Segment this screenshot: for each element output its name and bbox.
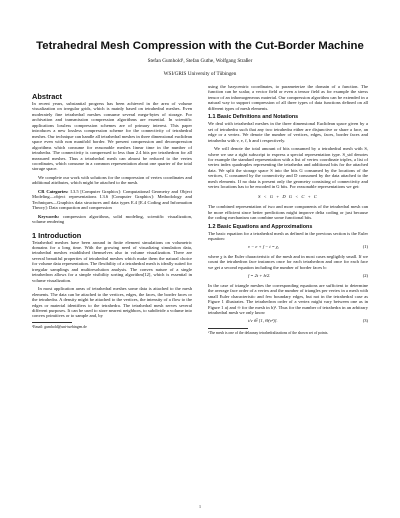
combined-paragraph: The combined representation of two and more components of the tetrahedral mesh can be more efficient since better predictions might improve delta coding or just because the coding mechanism can combine some functional bits.	[208, 204, 368, 221]
intro-paragraph-2: In most application areas of tetrahedral meshes some data is attached to the mesh elements. The data can be attached to the vertices, edges, the faces, the border faces or the tetrahedra. A density might be attached to the vertices, the intensity of a flow to the edges or material identifiers to the tetrahedra. The tetrahedral mesh serves several different purposes. It can be used to store nearest neighbors, to subdivide a volume into convex primitives or to sample and, by	[32, 286, 192, 319]
right-paragraph-0: using the barycentric coordinates, to parameterize the domain of a function. The function can be scalar, a vector field or even a tensor field as for example the stress tensor of an inhomogeneous material. Our compression algorithm can be extended in a natural way to support compression of all three types of data functions defined on all different types of mesh elements.	[208, 84, 368, 111]
equation-3-number: (3)	[362, 318, 368, 324]
intro-paragraph: Tetrahedral meshes have been around in finite element simulations on volumetric domains for a long time. With the growing need of visualizing simulation data, tetrahedral meshes established themselves also in volume visualization. There are several beautiful properties of tetrahedral meshes which make them the natural choice for volume data representation. The flexibility of a tetrahedral mesh is ideally suited for irregular samplings and multiresolution analysis. The convex nature of a single tetrahedron allows for a simple visibility sorting algorithm[12], which is essential in volume visualization.	[32, 239, 192, 283]
equation-2-body: f = 2t + b/2.	[248, 273, 271, 279]
cr-categories	[32, 189, 192, 211]
footnote-email: ¹Email: gumhold@uni-tuebingen.de	[32, 324, 87, 329]
definitions-paragraph: We deal with tetrahedral meshes in the three dimensional Euclidean space given by a set of tetrahedra such that any two tetrahedra either are disjunctive or share a face, an edge or a vertex. We denote the number of vertices, edges, faces, border faces and tetrahedra with v, e, f, b and t respectively.	[208, 121, 368, 143]
right-column	[208, 84, 368, 335]
abstract-heading: Abstract	[32, 92, 62, 101]
abstract-paragraph-2: We complete our work with solutions for the compression of vertex coordinates and additional attributes, which might be attached to the mesh.	[32, 174, 192, 186]
storage-paragraph: We will denote the total amount of bits consumed by a tetrahedral mesh with S, where we use a right subscript to express a special representation type. S_std denotes for example the standard representation with a list of vertex coordinate triples, a list of vertex index quadruples representing the tetrahedra and additional bits for the attached data. We split the storage space S into the bits G consumed by the locations of the vertices, C consumed by the connectivity and D consumed by the data attached to the mesh elements. If no data is present only the geometry consisting of connectivity and vertex locations has to be encoded in G bits. For reasonable representations we get:	[208, 146, 368, 190]
keywords-text: compression algorithms, solid modeling, scientific visualization, volume rendering	[32, 213, 192, 225]
cr-text: I.3.5 [Computer Graphics]: Computational Geometry and Object Modeling—object representations I.3.6 [Computer Graphics]: Methodology and Techniques—Graphics data structures and data types E.4 [E.4 Coding and Information Theory]: Data compaction and compression	[32, 188, 192, 211]
left-column	[32, 84, 192, 329]
cr-label: CR Categories:	[38, 188, 69, 194]
equation-2	[208, 273, 368, 278]
equation-1	[208, 244, 368, 249]
section-1-2-heading: 1.2 Basic Equations and Approximations	[208, 223, 313, 230]
euler-intro: The basic equation for a tetrahedral mesh as defined in the previous section is the Euler equation:	[208, 230, 368, 241]
equation-3-body: t/v ∈ [1, Θ(v²)].	[248, 318, 278, 324]
keywords	[32, 214, 192, 225]
footnote-rule	[32, 322, 72, 323]
paper-title: Tetrahedral Mesh Compression with the Cut-Border Machine	[36, 40, 364, 52]
footnote-mesh: ¹The mesh is one of the delaunay tetrahedralizations of the shown set of points.	[208, 330, 329, 335]
intro-heading: 1 Introduction	[32, 230, 82, 240]
footnote-rule-right	[208, 328, 248, 329]
keywords-label: Keywords:	[38, 213, 60, 219]
affiliation: WSI/GRIS University of Tübingen	[163, 71, 237, 77]
equation-1-body: v − e + f − t = χ,	[248, 244, 280, 250]
equation-3	[208, 318, 368, 323]
authors: Stefan Gumhold¹, Stefan Guthe, Wolfgang Straßer	[147, 58, 253, 64]
section-1-1-heading: 1.1 Basic Definitions and Notations	[208, 114, 299, 121]
abstract-paragraph: In recent years, substantial progress has been achieved in the area of volume visualization on irregular grids, which is mainly based on tetrahedral meshes. Even moderately fine tetrahedral meshes consume several mega-bytes of storage. For archivation and transmission compression algorithms are essential. In scientific applications lossless compression schemes are of primary interest. This paper introduces a new lossless compression scheme for the connectivity of tetrahedral meshes. Our technique can handle all tetrahedral meshes in three dimensional euclidean space even with non manifold border. We present compression and decompression algorithms which consume for reasonable meshes linear time in the number of tetrahedra. The connectivity is compressed to less than 2.4 bits per tetrahedron for all measured meshes. Thus a tetrahedral mesh can almost be reduced to the vertex coordinates, which consume in a common representation about one quarter of the total storage space.	[32, 101, 192, 172]
equation-2-number: (2)	[362, 273, 368, 279]
triangle-paragraph: In the case of triangle meshes the corresponding equations are sufficient to determine the average face order of a vertex and the number of triangles per vertex in a mesh with small Euler characteristic and few boundary edges, but not in the tetrahedral case as Figure 1 illustrates. The tetrahedron order of a vertex might vary between one as in Figure 1 a) and ∞ for the mesh in b)¹. Thus for the number of tetrahedra in an arbitrary tetrahedral mesh we only know	[208, 282, 368, 315]
page-number: 1	[199, 504, 201, 509]
equation-1-number: (1)	[362, 244, 368, 250]
euler-explanation: where χ is the Euler characteristic of the mesh and in most cases negligibly small. If we count the tetrahedron face instances once for each tetrahedron and once for each face we get a second equation including the number of border faces b:	[208, 253, 368, 270]
inequality: S < G + D G < C + C	[258, 193, 318, 199]
